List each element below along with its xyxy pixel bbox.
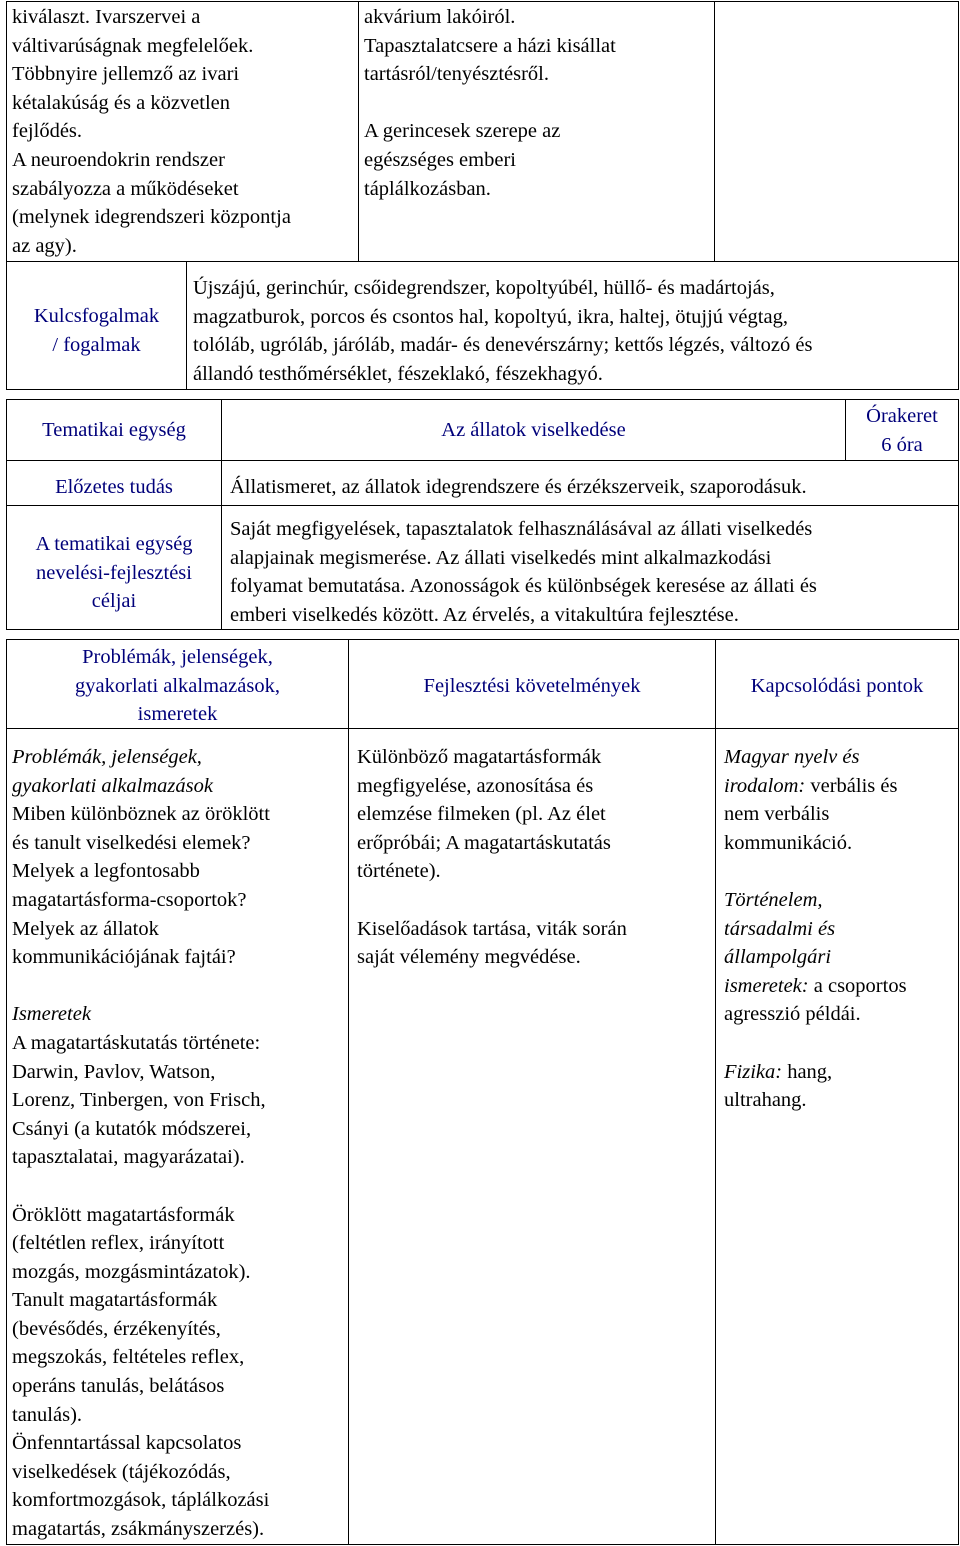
row-divider-unit-top <box>6 399 959 400</box>
col1-content <box>12 743 270 1544</box>
text-line <box>724 743 907 772</box>
unit-title: Az állatok viselkedése <box>441 419 626 441</box>
hours-cell <box>846 402 958 459</box>
text-line: tartásról/tenyésztésről. <box>364 63 550 86</box>
text-line: Lorenz, Tinbergen, von Frisch, <box>12 1089 266 1112</box>
text-line <box>724 915 907 944</box>
text-line: magzatburok, porcos és csontos hal, kopoltyú, ikra, haltej, ötujjú végtag, <box>193 305 788 328</box>
hours-label: Órakeret <box>866 405 938 427</box>
text-line: egészséges emberi <box>364 148 516 171</box>
header-line: Problémák, jelenségek, <box>82 646 273 668</box>
subject-name: Magyar nyelv és <box>724 746 860 768</box>
text-line: Többnyire jellemző az ivari <box>12 63 240 86</box>
text-line <box>724 886 907 915</box>
text-line: alapjainak megismerése. Az állati viselkedés mint alkalmazkodási <box>230 546 772 569</box>
text-line: állandó testhőmérséklet, fészeklakó, fészekhagyó. <box>193 362 603 385</box>
text-line: Különböző magatartásformák <box>357 746 602 768</box>
row-divider-headers-top <box>6 639 959 640</box>
text-line: kommunikációjának fajtái? <box>12 946 236 969</box>
text-line: ismeretek: a csoportos <box>724 974 907 997</box>
text-line: erőpróbái; A magatartáskutatás <box>357 831 611 854</box>
text-line: A magatartáskutatás története: <box>12 1031 261 1054</box>
text-line: Újszájú, gerinchúr, csőidegrendszer, kopoltyúbél, hüllő- és madártojás, <box>193 277 775 299</box>
text-line: Miben különböznek az öröklött <box>12 803 270 826</box>
text-line: Csányi (a kutatók módszerei, <box>12 1117 252 1140</box>
col2-content <box>357 743 627 972</box>
border-left-main <box>6 639 7 1544</box>
row-divider-unit <box>6 460 959 461</box>
border-right-top <box>958 1 959 389</box>
text-line: története). <box>357 860 441 883</box>
label-line: A tematikai egység <box>35 533 193 555</box>
table-border-top <box>6 1 959 2</box>
subject-name: társadalmi és <box>724 917 836 940</box>
top-divider-1 <box>358 1 359 261</box>
header-connections: Kapcsolódási pontok <box>750 675 924 697</box>
text-line: az agy). <box>12 234 77 257</box>
unit-label: Tematikai egység <box>42 419 186 441</box>
text-line: Fizika: hang, <box>724 1060 833 1083</box>
text-line: folyamat bemutatása. Azonosságok és különbségek keresése az állati és <box>230 575 817 598</box>
text-line: kétalakúság és a közvetlen <box>12 91 231 114</box>
text-line: ultrahang. <box>724 1089 807 1112</box>
elozetes-text: Állatismeret, az állatok idegrendszere és érzékszerveik, szaporodásuk. <box>230 476 807 498</box>
problems-heading: gyakorlati alkalmazások <box>12 774 213 797</box>
top-left-cell <box>12 3 291 260</box>
text-line <box>724 943 907 972</box>
text-line: Tanult magatartásformák <box>12 1289 218 1312</box>
top-middle-cell <box>364 3 616 203</box>
text-line: Kiselőadások tartása, viták során <box>357 917 627 940</box>
text-line: magatartásforma-csoportok? <box>12 888 247 911</box>
row-divider-kulcs <box>6 389 959 390</box>
label-line: céljai <box>91 590 137 613</box>
paragraph-gap <box>724 1029 907 1058</box>
paragraph-gap <box>357 886 627 915</box>
kulcs-text <box>193 274 812 388</box>
header-problems <box>7 643 348 729</box>
text-line: akvárium lakóiról. <box>364 6 516 28</box>
table-border-bottom <box>6 1544 959 1545</box>
text-line: A gerincesek szerepe az <box>364 120 561 143</box>
label-line: / fogalmak <box>52 333 141 356</box>
row-divider-top <box>6 261 959 262</box>
text-line: emberi viselkedés között. Az érvelés, a vitakultúra fejlesztése. <box>230 603 739 626</box>
text-line: fejlődés. <box>12 120 83 143</box>
text-line: Önfenntartással kapcsolatos <box>12 1432 242 1455</box>
row-divider-elozetes <box>6 505 959 506</box>
hours-value: 6 óra <box>881 433 923 456</box>
text-line: komfortmozgások, táplálkozási <box>12 1489 270 1512</box>
text-line: nem verbális <box>724 803 830 826</box>
text-line: tapasztalatai, magyarázatai). <box>12 1146 245 1169</box>
text-line: magatartás, zsákmányszerzés). <box>12 1518 265 1541</box>
paragraph-gap <box>364 89 616 118</box>
knowledge-heading: Ismeretek <box>12 1003 91 1026</box>
celok-text <box>230 515 817 629</box>
top-divider-2 <box>714 1 715 261</box>
text-line: viselkedések (tájékozódás, <box>12 1460 231 1483</box>
header-line: gyakorlati alkalmazások, <box>75 674 280 697</box>
subject-name: állampolgári <box>724 946 832 969</box>
text-line: mozgás, mozgásmintázatok). <box>12 1260 251 1283</box>
subject-name: Fizika: <box>724 1060 783 1083</box>
border-right-unit <box>958 399 959 629</box>
text-line: táplálkozásban. <box>364 177 491 200</box>
kulcs-divider <box>186 261 187 389</box>
text-line: megszokás, feltételes reflex, <box>12 1346 245 1369</box>
paragraph-gap <box>12 972 270 1001</box>
header-line: ismeretek <box>137 703 218 726</box>
text-line: (melynek idegrendszeri központja <box>12 206 291 229</box>
text-line: Melyek a legfontosabb <box>12 860 200 883</box>
text-line: kommunikáció. <box>724 831 853 854</box>
text-line: tanulás). <box>12 1403 83 1426</box>
problems-heading: Problémák, jelenségek, <box>12 746 202 768</box>
main-divider-1 <box>348 639 349 1544</box>
text-line: Saját megfigyelések, tapasztalatok felhasználásával az állati viselkedés <box>230 518 813 540</box>
kulcs-label <box>7 302 186 359</box>
label-line: Kulcsfogalmak <box>33 305 160 327</box>
header-requirements: Fejlesztési követelmények <box>423 675 641 697</box>
paragraph-gap <box>12 1172 270 1201</box>
text-line: Öröklött magatartásformák <box>12 1203 235 1226</box>
text-line: (bevésődés, érzékenyítés, <box>12 1317 221 1340</box>
text-line: megfigyelése, azonosítása és <box>357 774 594 797</box>
main-divider-2 <box>715 639 716 1544</box>
subject-name: irodalom: <box>724 774 806 797</box>
elozetes-label: Előzetes tudás <box>55 476 173 498</box>
text-line: kiválaszt. Ivarszervei a <box>12 6 201 28</box>
paragraph-gap <box>724 857 907 886</box>
text-line: irodalom: verbális és <box>724 774 898 797</box>
col3-content <box>724 743 907 1115</box>
text-line: Darwin, Pavlov, Watson, <box>12 1060 216 1083</box>
text-line: szabályozza a működéseket <box>12 177 239 200</box>
text-line: váltivarúságnak megfelelőek. <box>12 34 254 57</box>
text-line: A neuroendokrin rendszer <box>12 148 225 171</box>
text-line: Tapasztalatcsere a házi kisállat <box>364 34 616 57</box>
celok-label <box>7 530 221 616</box>
border-right-main <box>958 639 959 1544</box>
subject-name: Történelem, <box>724 888 823 911</box>
text-line: és tanult viselkedési elemek? <box>12 831 251 854</box>
text-line: (feltétlen reflex, irányított <box>12 1232 225 1255</box>
text-line: saját vélemény megvédése. <box>357 946 581 969</box>
text-line: elemzése filmeken (pl. Az élet <box>357 803 606 826</box>
subject-name: ismeretek: <box>724 974 809 997</box>
text-line: operáns tanulás, belátásos <box>12 1375 225 1398</box>
text-line: Melyek az állatok <box>12 917 159 940</box>
label-line: nevelési-fejlesztési <box>36 561 192 584</box>
text-line: tolóláb, ugróláb, járóláb, madár- és denevérszárny; kettős légzés, változó és <box>193 334 813 357</box>
text-line: agresszió példái. <box>724 1003 861 1026</box>
